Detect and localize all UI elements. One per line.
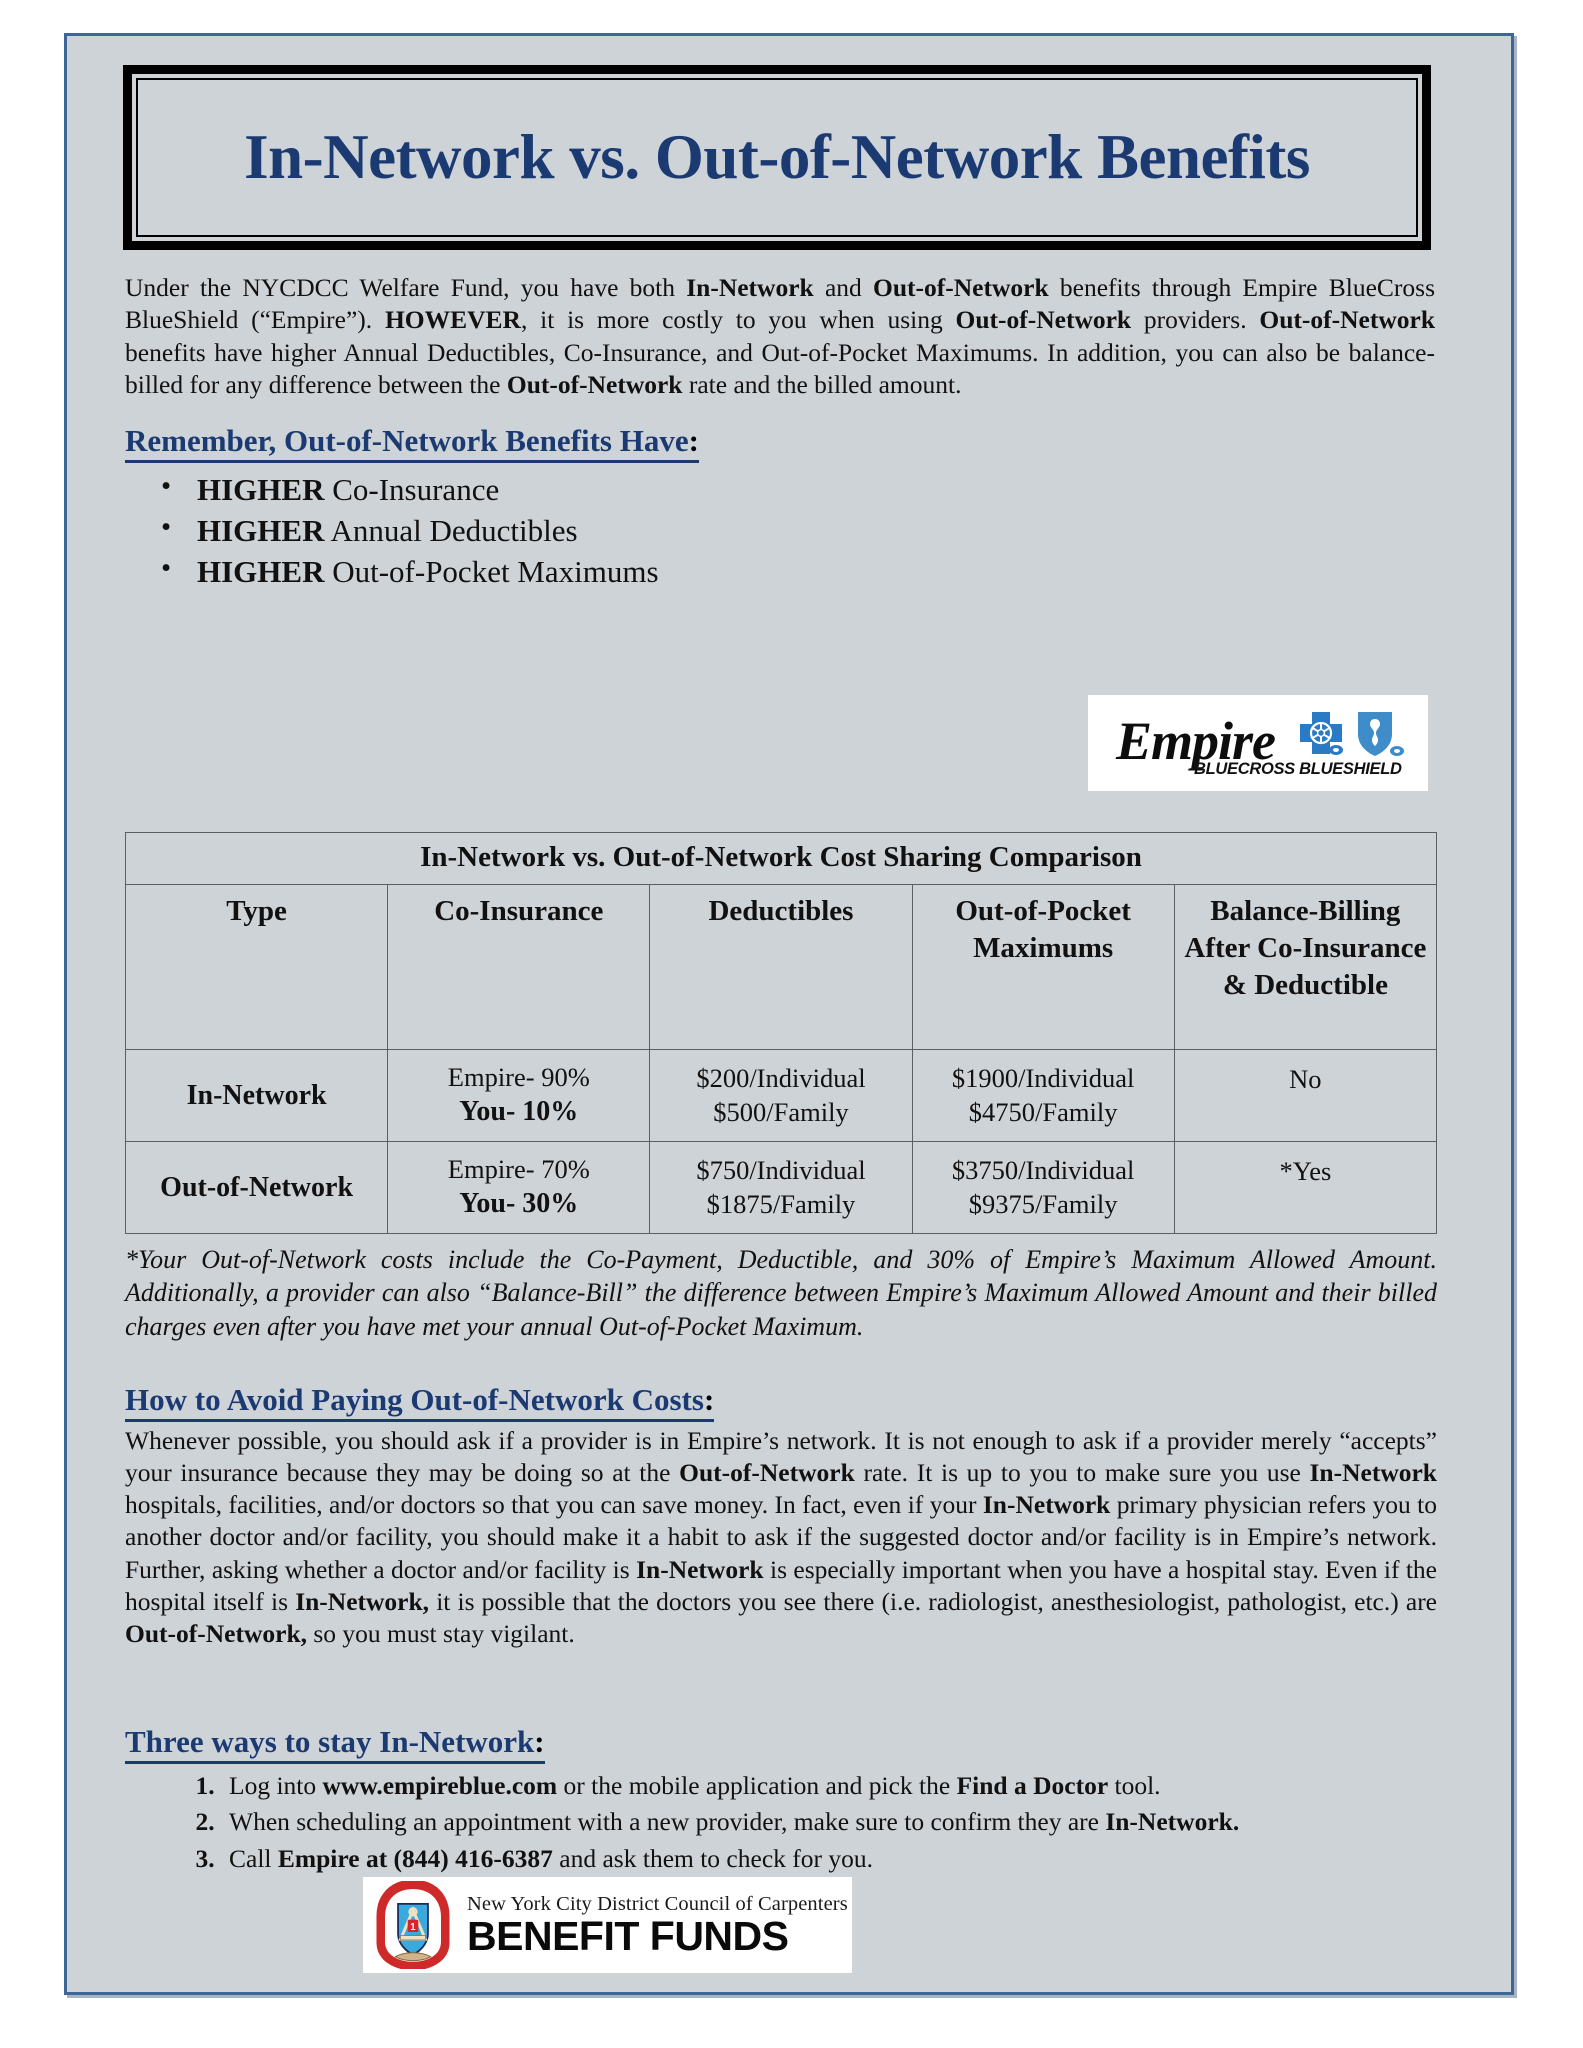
- three-ways-heading-wrap: [125, 1724, 1437, 1764]
- cell-coinsurance-in-network: [388, 1050, 650, 1142]
- cell-type-out-of-network: Out-of-Network: [126, 1141, 388, 1233]
- coinsurance-plan-share: Empire- 70%: [447, 1153, 590, 1184]
- higher-bullet-list: [125, 469, 1435, 593]
- list-item: [193, 469, 1435, 510]
- table-title-row: [126, 833, 1437, 885]
- three-ways-heading: [125, 1724, 545, 1764]
- item-pre: Call: [229, 1844, 278, 1874]
- avoid-paragraph: Whenever possible, you should ask if a provider is in Empire’s network. It is not enough to ask if a provider merely “accepts” your insurance because they may be doing so at the Out-of-Network rate. It is up to you to make sure you use In-Network hospitals, facilities, and/or doctors so that you can save money. In fact, even if your In-Network primary physician refers you to another doctor and/or facility, you should make it a habit to ask if the suggested doctor and/or facility is in Empire’s network. Further, asking whether a doctor and/or facility is In-Network is especially important when you have a hospital stay. Even if the hospital itself is In-Network, it is possible that the doctors you see there (i.e. radiologist, anesthesiologist, pathologist, etc.) are Out-of-Network, so you must stay vigilant.: [125, 1425, 1438, 1649]
- oop-individual: $3750/Individual: [951, 1154, 1135, 1185]
- table-row: [126, 1050, 1437, 1142]
- list-item: [193, 510, 1435, 551]
- empire-bluecross-blueshield-logo: [1088, 695, 1428, 791]
- empire-logo-inner: [1108, 704, 1408, 782]
- cell-type-in-network: In-Network: [126, 1050, 388, 1142]
- deductible-individual: $750/Individual: [696, 1154, 866, 1185]
- title-frame-inner: [136, 78, 1418, 237]
- empire-wordmark: Empire: [1116, 711, 1276, 771]
- svg-text:1: 1: [410, 1921, 416, 1933]
- benefit-funds-logo: [363, 1877, 852, 1973]
- table-header-row: [126, 885, 1437, 1050]
- cell-balance-billing-in-network: No: [1174, 1050, 1436, 1142]
- column-header-type: Type: [126, 885, 388, 1050]
- title-frame: [123, 65, 1431, 250]
- cell-deductibles-in-network: [650, 1050, 912, 1142]
- avoid-heading: [125, 1382, 714, 1422]
- three-ways-list: [125, 1768, 1437, 1878]
- bullet-strong: HIGHER: [197, 554, 325, 590]
- remember-heading-wrap: [125, 423, 1435, 463]
- item-mid: or the mobile application and pick the: [557, 1770, 957, 1800]
- bullet-rest: Out-of-Pocket Maximums: [324, 554, 659, 590]
- column-header-coinsurance: Co-Insurance: [388, 885, 650, 1050]
- benefit-funds-text: [467, 1893, 848, 1958]
- oop-family: $4750/Family: [968, 1097, 1118, 1128]
- document-page: [64, 33, 1514, 1995]
- list-item: [221, 1768, 1437, 1805]
- item-pre: When scheduling an appointment with a new provider, make sure to confirm they are: [229, 1807, 1106, 1837]
- bullet-rest: Co-Insurance: [324, 471, 500, 507]
- remember-heading-colon: :: [688, 423, 699, 458]
- cost-sharing-comparison-table: [125, 832, 1437, 1234]
- empire-website-link[interactable]: www.empireblue.com: [322, 1770, 558, 1800]
- remember-heading: [125, 423, 699, 463]
- item-post: tool.: [1108, 1770, 1161, 1800]
- table-title: In-Network vs. Out-of-Network Cost Sharing Comparison: [126, 833, 1437, 885]
- list-item: [221, 1841, 1437, 1878]
- item-pre: Log into: [229, 1770, 323, 1800]
- coinsurance-member-share: You- 30%: [459, 1188, 579, 1220]
- benefit-funds-title: BENEFIT FUNDS: [467, 1912, 789, 1959]
- cell-coinsurance-out-of-network: [388, 1141, 650, 1233]
- item-bold: In-Network.: [1105, 1807, 1240, 1837]
- council-name: New York City District Council of Carpenters: [467, 1892, 848, 1915]
- carpenters-union-seal-icon: [369, 1881, 457, 1969]
- three-ways-heading-text: Three ways to stay In-Network: [125, 1724, 535, 1759]
- deductible-individual: $200/Individual: [696, 1062, 866, 1093]
- list-item: [193, 551, 1435, 592]
- three-ways-heading-colon: :: [534, 1724, 545, 1759]
- column-header-deductibles: Deductibles: [650, 885, 912, 1050]
- column-header-balance-billing: Balance-Billing After Co-Insurance & Deductible: [1174, 885, 1436, 1050]
- avoid-heading-wrap: [125, 1382, 1437, 1422]
- oop-individual: $1900/Individual: [951, 1062, 1135, 1093]
- coinsurance-member-share: You- 10%: [459, 1096, 579, 1128]
- item-mid: and ask them to check for you.: [552, 1844, 873, 1874]
- empire-subtitle: BLUECROSS BLUESHIELD: [1194, 760, 1402, 778]
- cell-oop-in-network: [912, 1050, 1174, 1142]
- oop-family: $9375/Family: [968, 1189, 1118, 1220]
- empire-phone-number: Empire at (844) 416-6387: [277, 1844, 553, 1874]
- page-title: In-Network vs. Out-of-Network Benefits: [244, 122, 1310, 193]
- intro-section: [125, 272, 1435, 592]
- bluecross-blueshield-marks-icon: [1296, 710, 1408, 762]
- bullet-rest: Annual Deductibles: [324, 512, 578, 548]
- three-ways-section: [125, 1724, 1437, 1878]
- deductible-family: $1875/Family: [706, 1189, 856, 1220]
- cell-oop-out-of-network: [912, 1141, 1174, 1233]
- avoid-heading-text: How to Avoid Paying Out-of-Network Costs: [125, 1382, 704, 1417]
- intro-paragraph: Under the NYCDCC Welfare Fund, you have both In-Network and Out-of-Network benefits through Empire BlueCross BlueShield (“Empire”). HOWEVER, it is more costly to you when using Out-of-Network providers. Out-of-Network benefits have higher Annual Deductibles, Co-Insurance, and Out-of-Pocket Maximums. In addition, you can also be balance-billed for any difference between the Out-of-Network rate and the billed amount.: [125, 273, 1435, 399]
- deductible-family: $500/Family: [713, 1097, 849, 1128]
- avoid-section: [125, 1382, 1437, 1650]
- avoid-heading-colon: :: [703, 1382, 715, 1417]
- column-header-out-of-pocket-maximums: Out-of-Pocket Maximums: [912, 885, 1174, 1050]
- remember-heading-text: Remember, Out-of-Network Benefits Have: [125, 423, 689, 458]
- bullet-strong: HIGHER: [197, 512, 325, 548]
- bullet-strong: HIGHER: [197, 471, 325, 507]
- find-a-doctor-tool: Find a Doctor: [956, 1770, 1109, 1800]
- table-footnote: *Your Out-of-Network costs include the Co-Payment, Deductible, and 30% of Empire’s Maximum Allowed Amount. Additionally, a provider can also “Balance-Bill” the difference between Empire’s Maximum Allowed Amount and their billed charges even after you have met your annual Out-of-Pocket Maximum.: [125, 1245, 1437, 1341]
- cell-deductibles-out-of-network: [650, 1141, 912, 1233]
- table-row: [126, 1141, 1437, 1233]
- coinsurance-plan-share: Empire- 90%: [447, 1062, 590, 1092]
- cell-balance-billing-out-of-network: *Yes: [1174, 1141, 1436, 1233]
- page-inner: [67, 36, 1511, 1992]
- list-item: [221, 1804, 1437, 1841]
